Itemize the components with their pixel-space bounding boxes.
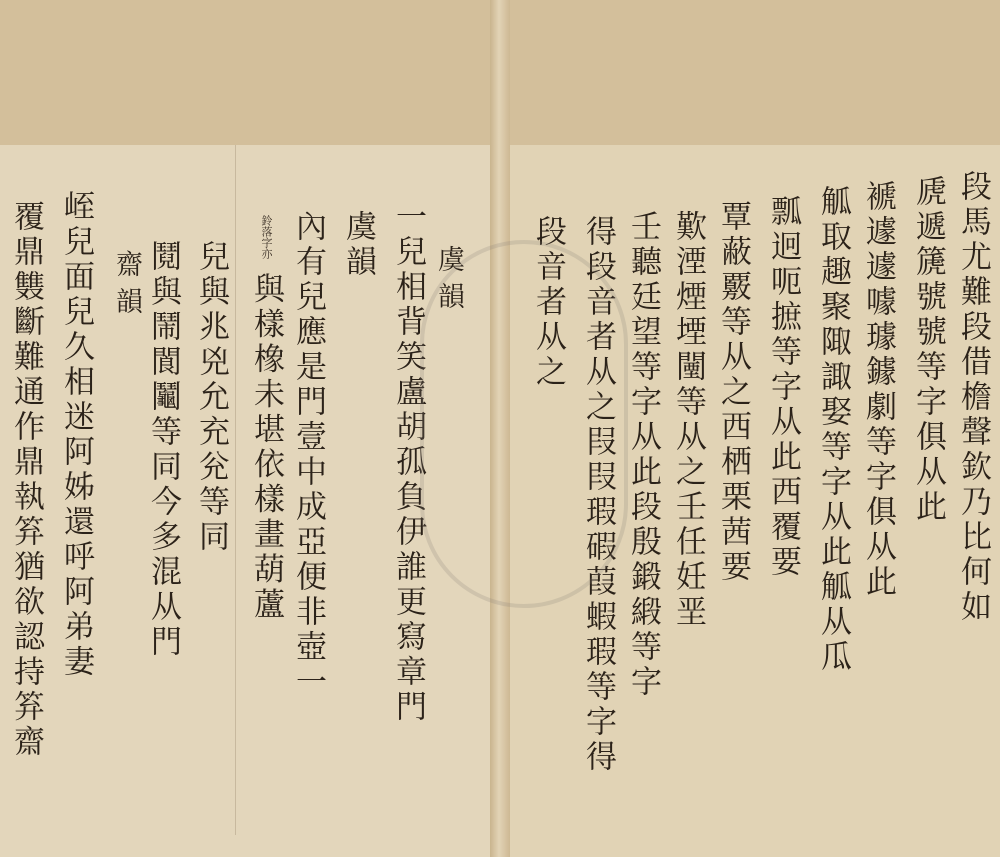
column-text: 虒遞篪號號等字俱从此 <box>910 175 946 525</box>
column-text: 虞韻 <box>340 210 376 280</box>
column-text: 得段音者从之叚叚瑕碬葭蝦瑕等字得 <box>580 215 616 775</box>
column-text: 覃蔽覈等从之西栖栗茜要 <box>715 200 751 585</box>
text-column <box>815 185 851 675</box>
text-column <box>765 195 801 580</box>
column-text: 兒與兆兇允充兊等同 <box>193 240 229 555</box>
column-text: 壬聽廷望等字从此段殷鍛緞等字 <box>625 210 661 700</box>
text-column <box>860 180 896 600</box>
column-text: 鬩與鬧閬鬮等同今多混从門 <box>145 240 181 660</box>
column-text: 瓢迥呃摭等字从此西覆要 <box>765 195 801 580</box>
column-text: 段馬尤難段借檐聲欽乃比何如 <box>955 170 991 625</box>
text-column <box>8 200 44 760</box>
text-column <box>715 200 751 585</box>
top-paper-strip <box>500 0 1000 145</box>
column-text: 觚取趣聚陬諏娶等字从此觚从瓜 <box>815 185 851 675</box>
column-rule <box>235 145 236 835</box>
top-paper-strip <box>0 0 498 145</box>
text-column <box>625 210 661 700</box>
text-column <box>58 190 94 680</box>
column-text: 與樣橡未堪依樣畫葫蘆 <box>248 272 284 623</box>
column-text: 段音者从之 <box>530 215 566 390</box>
column-text: 褫遽遽噱璩鐻劇等字俱从此 <box>860 180 896 600</box>
heading-text: 齋韻 <box>111 250 142 324</box>
text-column <box>910 175 946 525</box>
text-column <box>955 170 991 625</box>
column-text: 覆鼎䨇斷難通作鼎執笲猶欲認持笲齋 <box>8 200 44 760</box>
text-column <box>193 240 229 555</box>
section-heading <box>108 250 144 324</box>
column-text: 歎湮煙堙闉等从之壬任妊垩 <box>670 210 706 630</box>
text-column <box>340 210 376 280</box>
column-text: 一兒相背笑盧胡孤負伊誰更寫章門 <box>390 200 426 725</box>
faded-seal <box>420 240 628 608</box>
text-column <box>290 210 326 700</box>
column-text: 內有兒應是門壹中成亞便非壺一 <box>290 210 326 700</box>
heading-text: 虞韻 <box>433 245 464 319</box>
text-column <box>145 240 181 660</box>
column-note: 鈴落字亦 <box>260 215 273 259</box>
text-column <box>670 210 706 630</box>
text-column <box>248 215 284 623</box>
column-text: 峌兒面兒久相迷阿姊還呼阿弟妻 <box>58 190 94 680</box>
